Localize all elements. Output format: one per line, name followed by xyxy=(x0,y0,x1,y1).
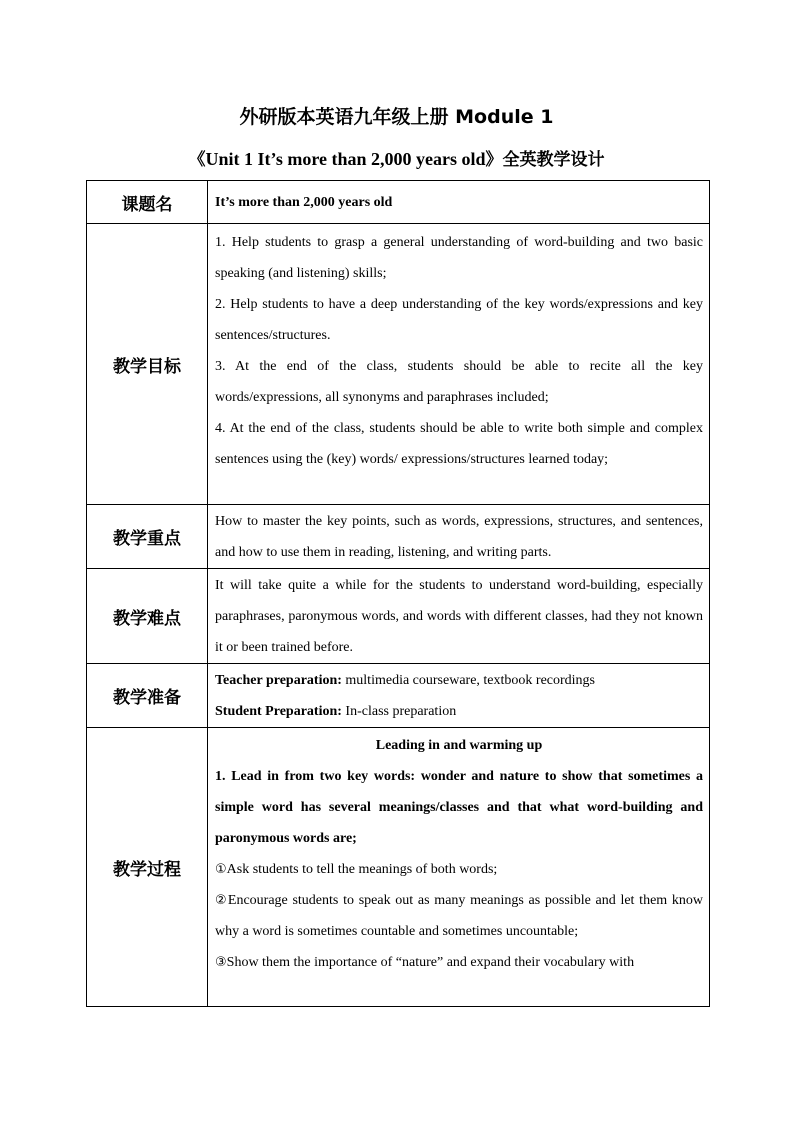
student-preparation-text: In-class preparation xyxy=(341,704,457,719)
process-label: 教学过程 xyxy=(87,728,208,1007)
circled-one-marker: ① xyxy=(215,862,227,877)
teacher-preparation-label: Teacher preparation: xyxy=(215,673,342,688)
preparation-label: 教学准备 xyxy=(87,664,208,728)
row-key-points xyxy=(87,505,710,569)
topic-value: It’s more than 2,000 years old xyxy=(215,194,393,210)
difficulties-text: It will take quite a while for the students to understand word-building, especially paraphrases, paronymous words, and words with different classes, had they not known it or been trained before. xyxy=(215,578,703,655)
unit-title: Unit 1 It’s more than 2,000 years old xyxy=(205,149,486,169)
key-points-text: How to master the key points, such as words, expressions, structures, and sentences, and how to use them in reading, listening, and writing parts. xyxy=(215,514,703,560)
row-preparation xyxy=(87,664,710,728)
document-title: 外研版本英语九年级上册 Module 1 xyxy=(239,106,554,128)
difficulties-label: 教学难点 xyxy=(87,569,208,664)
row-objectives xyxy=(87,224,710,505)
row-process xyxy=(87,728,710,1007)
objective-item: 2. Help students to have a deep understanding of the key words/expressions and key sentences/structures. xyxy=(215,297,703,343)
objectives-label: 教学目标 xyxy=(87,224,208,505)
process-substep xyxy=(215,854,703,885)
title-close-bracket: 》 xyxy=(485,150,503,170)
row-topic xyxy=(87,181,710,224)
topic-cell xyxy=(208,181,710,224)
objective-item: 1. Help students to grasp a general understanding of word-building and two basic speaking (and listening) skills; xyxy=(215,235,703,281)
process-section-title: Leading in and warming up xyxy=(375,738,543,753)
title-suffix: 全英教学设计 xyxy=(502,150,605,170)
key-points-label: 教学重点 xyxy=(87,505,208,569)
process-cell xyxy=(208,728,710,1007)
title-open-bracket: 《 xyxy=(188,150,206,170)
student-preparation xyxy=(215,696,703,727)
substep-text: Show them the importance of “nature” and expand their vocabulary with xyxy=(226,955,635,970)
substep-text: Encourage students to speak out as many meanings as possible and let them know why a word is sometimes countable and sometimes uncountable; xyxy=(215,893,704,939)
teacher-preparation xyxy=(215,665,703,696)
objective-item: 4. At the end of the class, students should be able to write both simple and complex sentences using the (key) words/ expressions/structures learned today; xyxy=(215,421,703,467)
process-substep xyxy=(215,947,703,978)
key-points-cell xyxy=(208,505,710,569)
process-step-1: 1. Lead in from two key words: wonder and nature to show that sometimes a simple word has several meanings/classes and that what word-building and paronymous words are; xyxy=(215,769,703,846)
topic-label: 课题名 xyxy=(87,181,208,224)
document-subtitle xyxy=(0,146,793,173)
circled-three-marker: ③ xyxy=(215,955,227,970)
objective-item: 3. At the end of the class, students should be able to recite all the key words/expressions, all synonyms and paraphrases included; xyxy=(215,359,703,405)
lesson-plan-table xyxy=(86,180,710,1007)
difficulties-cell xyxy=(208,569,710,664)
preparation-cell xyxy=(208,664,710,728)
substep-text: Ask students to tell the meanings of both words; xyxy=(226,862,498,877)
row-difficulties xyxy=(87,569,710,664)
circled-two-marker: ② xyxy=(215,893,228,908)
teacher-preparation-text: multimedia courseware, textbook recordings xyxy=(341,673,595,688)
student-preparation-label: Student Preparation: xyxy=(215,704,342,719)
objectives-cell xyxy=(208,224,710,505)
process-substep xyxy=(215,885,703,947)
